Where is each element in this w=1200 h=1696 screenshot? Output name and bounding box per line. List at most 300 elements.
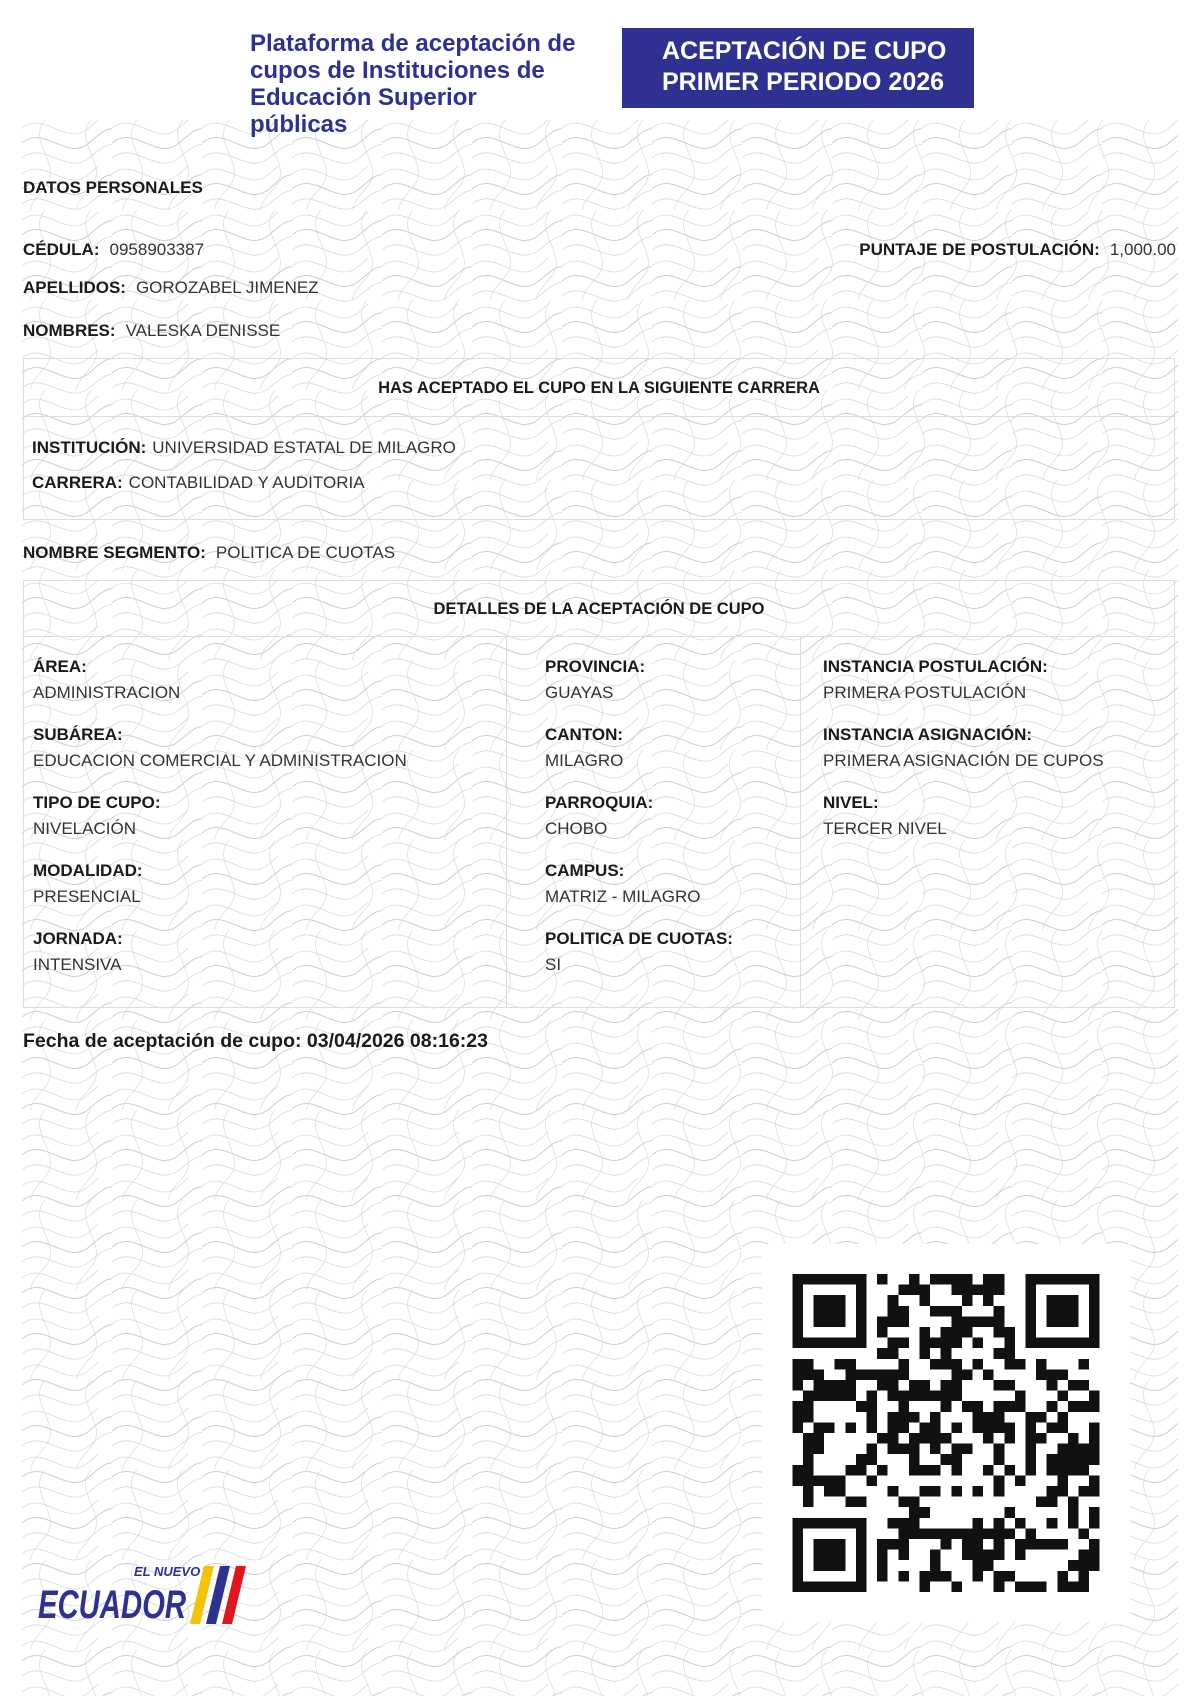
qr-module (1026, 1444, 1037, 1455)
qr-module (951, 1285, 962, 1296)
qr-module (909, 1528, 920, 1539)
qr-module (898, 1369, 909, 1380)
qr-module (951, 1316, 962, 1327)
qr-module (1036, 1497, 1047, 1508)
logo-big-text: ECUADOR (38, 1583, 187, 1627)
field-subarea (33, 723, 407, 773)
qr-module (888, 1422, 899, 1433)
qr-module (814, 1380, 825, 1391)
qr-module (1068, 1454, 1079, 1465)
qr-module (994, 1285, 1005, 1296)
qr-module (941, 1433, 952, 1444)
qr-module (994, 1454, 1005, 1465)
qr-module (983, 1465, 994, 1476)
qr-module (898, 1571, 909, 1582)
qr-module (920, 1528, 931, 1539)
qr-module (920, 1465, 931, 1476)
qr-module (994, 1550, 1005, 1561)
qr-module (1047, 1486, 1058, 1497)
qr-module (814, 1433, 825, 1444)
qr-module (983, 1550, 994, 1561)
qr-module (877, 1539, 888, 1550)
qr-module (1079, 1550, 1090, 1561)
qr-module (951, 1454, 962, 1465)
platform-title (250, 30, 580, 138)
qr-module (994, 1539, 1005, 1550)
qr-module (1068, 1401, 1079, 1412)
qr-module (888, 1412, 899, 1423)
puntaje-row (859, 240, 1176, 260)
qr-module (1015, 1518, 1026, 1529)
qr-module (1026, 1581, 1037, 1592)
qr-module (898, 1444, 909, 1455)
qr-module (1047, 1518, 1058, 1529)
qr-module (1026, 1528, 1037, 1539)
qr-module (845, 1497, 856, 1508)
qr-module (962, 1295, 973, 1306)
qr-module (898, 1528, 909, 1539)
qr-module (1015, 1359, 1026, 1370)
qr-module (920, 1391, 931, 1402)
qr-module (1047, 1539, 1058, 1550)
qr-module (898, 1316, 909, 1327)
qr-module (824, 1486, 835, 1497)
qr-module (898, 1285, 909, 1296)
qr-module (941, 1380, 952, 1391)
qr-module (898, 1550, 909, 1561)
puntaje-label: PUNTAJE DE POSTULACIÓN: (859, 240, 1100, 259)
field-label: PROVINCIA: (545, 657, 646, 676)
qr-module (1057, 1486, 1068, 1497)
qr-module (867, 1412, 878, 1423)
qr-module (814, 1391, 825, 1402)
qr-module (1047, 1422, 1058, 1433)
qr-module (962, 1369, 973, 1380)
qr-module (930, 1391, 941, 1402)
qr-module (792, 1422, 803, 1433)
qr-module (951, 1486, 962, 1497)
qr-module (951, 1369, 962, 1380)
qr-module (983, 1560, 994, 1571)
qr-module (1026, 1422, 1037, 1433)
qr-module (792, 1401, 803, 1412)
logo-small-text: EL NUEVO (134, 1564, 201, 1579)
qr-module (1068, 1581, 1079, 1592)
nombres-value: VALESKA DENISSE (125, 321, 281, 340)
qr-module (973, 1539, 984, 1550)
qr-module (1004, 1571, 1015, 1582)
qr-module (867, 1454, 878, 1465)
field-label: JORNADA: (33, 929, 123, 948)
qr-module (877, 1560, 888, 1571)
qr-module (951, 1380, 962, 1391)
qr-module (920, 1433, 931, 1444)
qr-module (1047, 1497, 1058, 1508)
qr-module (909, 1465, 920, 1476)
qr-module (845, 1359, 856, 1370)
field-value: EDUCACION COMERCIAL Y ADMINISTRACION (33, 751, 407, 770)
qr-module (1015, 1391, 1026, 1402)
qr-module (1036, 1369, 1047, 1380)
qr-module (951, 1465, 962, 1476)
platform-title-line: Plataforma de aceptación de (250, 30, 576, 57)
qr-module (803, 1475, 814, 1486)
field-value: NIVELACIÓN (33, 819, 136, 838)
qr-module (877, 1274, 888, 1285)
details-panel (23, 580, 1175, 1008)
qr-code (762, 1244, 1130, 1622)
qr-module (920, 1486, 931, 1497)
qr-module (909, 1412, 920, 1423)
qr-module (1004, 1359, 1015, 1370)
qr-module (1089, 1507, 1100, 1518)
qr-module (803, 1444, 814, 1455)
qr-module (898, 1338, 909, 1349)
qr-module (973, 1528, 984, 1539)
qr-module (1057, 1475, 1068, 1486)
qr-module (983, 1422, 994, 1433)
acceptance-date: Fecha de aceptación de cupo: 03/04/2026 08:16:23 (23, 1030, 488, 1052)
qr-module (909, 1497, 920, 1508)
apellidos-row (23, 278, 319, 298)
qr-module (1089, 1422, 1100, 1433)
qr-module (973, 1316, 984, 1327)
field-value: PRIMERA ASIGNACIÓN DE CUPOS (823, 751, 1104, 770)
field-label: INSTANCIA POSTULACIÓN: (823, 657, 1048, 676)
qr-module (1089, 1486, 1100, 1497)
qr-module (909, 1274, 920, 1285)
qr-module (1057, 1571, 1068, 1582)
qr-module (835, 1486, 846, 1497)
qr-module (1004, 1401, 1015, 1412)
qr-module (1057, 1422, 1068, 1433)
qr-module (1068, 1433, 1079, 1444)
qr-module (994, 1571, 1005, 1582)
field-modalidad (33, 859, 143, 909)
qr-module (920, 1581, 931, 1592)
qr-module (835, 1475, 846, 1486)
qr-module (1068, 1380, 1079, 1391)
qr-module (867, 1475, 878, 1486)
qr-module (920, 1295, 931, 1306)
apellidos-value: GOROZABEL JIMENEZ (135, 278, 319, 297)
qr-module (867, 1369, 878, 1380)
qr-module (930, 1550, 941, 1561)
qr-module (1004, 1380, 1015, 1391)
field-provincia (545, 655, 645, 705)
segment-row (23, 543, 395, 563)
qr-module (845, 1380, 856, 1391)
field-instancia-postulacion (823, 655, 1048, 705)
field-nivel (823, 791, 947, 841)
qr-module (792, 1369, 803, 1380)
qr-module (1068, 1444, 1079, 1455)
qr-module (1089, 1401, 1100, 1412)
qr-module (1036, 1359, 1047, 1370)
qr-module (814, 1295, 846, 1327)
qr-module (920, 1338, 931, 1349)
qr-module (973, 1338, 984, 1349)
qr-module (867, 1422, 878, 1433)
qr-module (856, 1465, 867, 1476)
qr-module (1015, 1550, 1026, 1561)
qr-module (973, 1550, 984, 1561)
institucion-label: INSTITUCIÓN: (32, 438, 147, 457)
qr-module (909, 1433, 920, 1444)
segment-value: POLITICA DE CUOTAS (215, 543, 396, 562)
acceptance-badge (622, 28, 974, 108)
qr-module (1057, 1581, 1068, 1592)
qr-module (803, 1454, 814, 1465)
qr-module (1047, 1465, 1058, 1476)
field-value: INTENSIVA (33, 955, 122, 974)
qr-module (845, 1465, 856, 1476)
qr-module (951, 1444, 962, 1455)
qr-module (888, 1338, 899, 1349)
qr-module (888, 1518, 899, 1529)
qr-module (983, 1528, 994, 1539)
qr-module (888, 1391, 899, 1402)
qr-module (994, 1348, 1005, 1359)
qr-module (1089, 1560, 1100, 1571)
qr-module (867, 1444, 878, 1455)
qr-module (1079, 1380, 1090, 1391)
apellidos-label: APELLIDOS: (23, 278, 126, 297)
qr-module (1079, 1359, 1090, 1370)
puntaje-value: 1,000.00 (1109, 240, 1176, 259)
qr-module (1004, 1348, 1015, 1359)
field-label: SUBÁREA: (33, 725, 123, 744)
qr-module (1015, 1401, 1026, 1412)
qr-module (814, 1539, 846, 1571)
nombres-row (23, 321, 280, 341)
qr-module (983, 1412, 994, 1423)
qr-module (1036, 1433, 1047, 1444)
qr-module (1015, 1475, 1026, 1486)
qr-module (1089, 1391, 1100, 1402)
qr-module (930, 1412, 941, 1423)
qr-module (1015, 1539, 1026, 1550)
cedula-label: CÉDULA: (23, 240, 100, 259)
qr-module (888, 1486, 899, 1497)
qr-module (951, 1528, 962, 1539)
qr-module (909, 1454, 920, 1465)
qr-module (973, 1486, 984, 1497)
qr-module (1079, 1454, 1090, 1465)
field-value: MILAGRO (545, 751, 624, 770)
details-panel-heading: DETALLES DE LA ACEPTACIÓN DE CUPO (24, 581, 1174, 637)
qr-module (920, 1422, 931, 1433)
qr-module (898, 1412, 909, 1423)
qr-module (803, 1433, 814, 1444)
qr-module (994, 1306, 1005, 1317)
qr-module (1057, 1539, 1068, 1550)
qr-module (973, 1359, 984, 1370)
qr-module (888, 1316, 899, 1327)
qr-module (1036, 1581, 1047, 1592)
qr-module (941, 1528, 952, 1539)
qr-module (877, 1316, 888, 1327)
qr-module (962, 1274, 973, 1285)
qr-module (1079, 1560, 1090, 1571)
qr-module (1068, 1507, 1079, 1518)
badge-line: ACEPTACIÓN DE CUPO (662, 37, 947, 65)
qr-module (1036, 1412, 1047, 1423)
qr-module (814, 1475, 825, 1486)
qr-module (962, 1550, 973, 1561)
qr-module (877, 1571, 888, 1582)
qr-module (856, 1497, 867, 1508)
field-label: TIPO DE CUPO: (33, 793, 161, 812)
qr-module (856, 1454, 867, 1465)
qr-module (973, 1560, 984, 1571)
qr-module (1015, 1581, 1026, 1592)
qr-module (920, 1507, 931, 1518)
qr-module (803, 1465, 814, 1476)
qr-module (792, 1359, 803, 1370)
column-divider (506, 637, 507, 1007)
qr-module (1089, 1454, 1100, 1465)
qr-module (1004, 1433, 1015, 1444)
field-label: ÁREA: (33, 657, 87, 676)
qr-module (1026, 1412, 1037, 1423)
qr-module (898, 1359, 909, 1370)
qr-module (994, 1444, 1005, 1455)
qr-module (920, 1285, 931, 1296)
qr-module (1036, 1539, 1047, 1550)
field-value: ADMINISTRACION (33, 683, 181, 702)
qr-module (951, 1274, 962, 1285)
qr-module (1047, 1380, 1058, 1391)
platform-title-line: Educación Superior públicas (250, 84, 477, 138)
field-value: PRIMERA POSTULACIÓN (823, 683, 1027, 702)
qr-module (1057, 1444, 1068, 1455)
qr-module (930, 1465, 941, 1476)
qr-module (792, 1475, 803, 1486)
qr-module (803, 1369, 814, 1380)
qr-module (951, 1327, 962, 1338)
qr-module (1089, 1518, 1100, 1529)
qr-module (941, 1539, 952, 1550)
qr-module (898, 1518, 909, 1529)
qr-module (951, 1422, 962, 1433)
qr-module (941, 1306, 952, 1317)
carrera-value: CONTABILIDAD Y AUDITORIA (128, 473, 365, 492)
qr-module (792, 1465, 803, 1476)
section-title-personal: DATOS PERSONALES (23, 178, 203, 197)
qr-module (888, 1539, 899, 1550)
qr-module (1047, 1295, 1079, 1327)
qr-module (930, 1306, 941, 1317)
column-divider (800, 637, 801, 1007)
qr-module (824, 1422, 835, 1433)
field-canton (545, 723, 623, 773)
qr-module (941, 1359, 952, 1370)
qr-module (856, 1401, 867, 1412)
qr-module (941, 1274, 952, 1285)
qr-module (1079, 1401, 1090, 1412)
qr-module (941, 1391, 952, 1402)
qr-module (835, 1359, 846, 1370)
qr-module (1047, 1369, 1058, 1380)
qr-module (930, 1444, 941, 1455)
qr-module (1026, 1433, 1037, 1444)
qr-module (1089, 1433, 1100, 1444)
qr-module (877, 1465, 888, 1476)
qr-module (845, 1369, 856, 1380)
qr-module (824, 1475, 835, 1486)
qr-module (962, 1316, 973, 1327)
field-label: INSTANCIA ASIGNACIÓN: (823, 725, 1033, 744)
institucion-row (32, 438, 456, 458)
qr-module (983, 1316, 994, 1327)
qr-module (898, 1401, 909, 1412)
qr-module (803, 1391, 814, 1402)
qr-module (994, 1422, 1005, 1433)
qr-module (803, 1359, 814, 1370)
qr-module (898, 1306, 909, 1317)
qr-module (1047, 1401, 1058, 1412)
qr-module (1057, 1412, 1068, 1423)
field-value: GUAYAS (545, 683, 614, 702)
field-label: NIVEL: (823, 793, 879, 812)
qr-module (909, 1380, 920, 1391)
qr-module (941, 1327, 952, 1338)
qr-module (994, 1401, 1005, 1412)
qr-module (1004, 1507, 1015, 1518)
qr-module (1026, 1539, 1037, 1550)
qr-module (930, 1422, 941, 1433)
qr-module (835, 1391, 846, 1402)
qr-module (930, 1359, 941, 1370)
qr-module (824, 1391, 835, 1402)
qr-module (962, 1528, 973, 1539)
qr-module (1026, 1465, 1037, 1476)
qr-module (845, 1391, 856, 1402)
qr-module (1057, 1454, 1068, 1465)
carrera-label: CARRERA: (32, 473, 123, 492)
qr-module (1079, 1571, 1090, 1582)
qr-module (962, 1539, 973, 1550)
qr-module (877, 1380, 888, 1391)
qr-module (951, 1391, 962, 1402)
qr-module (962, 1285, 973, 1296)
qr-module (973, 1285, 984, 1296)
qr-module (1004, 1327, 1015, 1338)
qr-code-image (792, 1274, 1100, 1592)
qr-module (814, 1422, 825, 1433)
qr-module (1004, 1338, 1015, 1349)
qr-module (909, 1285, 920, 1296)
qr-module (803, 1497, 814, 1508)
qr-module (792, 1380, 803, 1391)
qr-module (1057, 1369, 1068, 1380)
qr-module (1079, 1465, 1090, 1476)
field-value: MATRIZ - MILAGRO (545, 887, 701, 906)
qr-module (930, 1571, 941, 1582)
qr-module (941, 1338, 952, 1349)
field-value: SI (545, 955, 562, 974)
qr-module (1079, 1444, 1090, 1455)
qr-module (909, 1444, 920, 1455)
field-instancia-asignacion (823, 723, 1104, 773)
qr-module (1026, 1454, 1037, 1465)
qr-module (1089, 1539, 1100, 1550)
qr-module (983, 1295, 994, 1306)
qr-module (983, 1433, 994, 1444)
cedula-row (23, 240, 204, 260)
qr-module (1079, 1581, 1090, 1592)
